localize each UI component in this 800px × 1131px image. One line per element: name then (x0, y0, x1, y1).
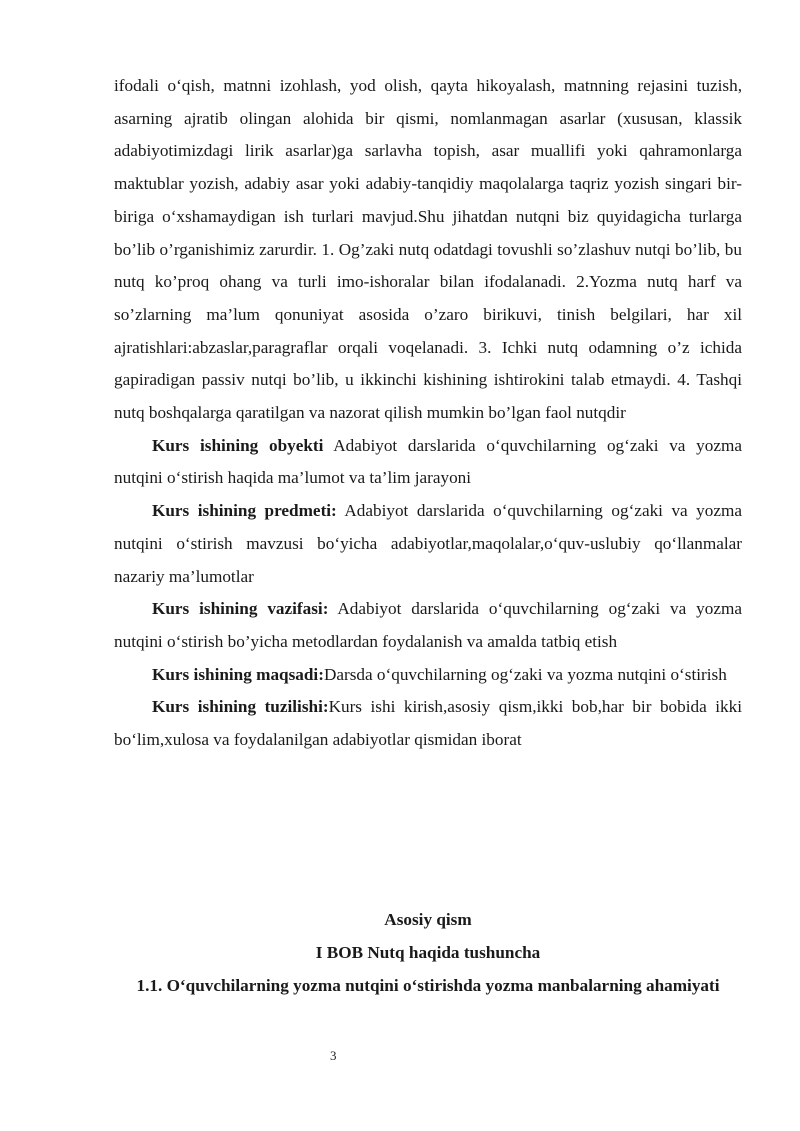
intro-paragraph: ifodali o‘qish, matnni izohlash, yod olish, qayta hikoyalash, matnning rejasini tuzish, asarning ajratib olingan alohida bir qismi, nomlanmagan asarlar (xususan, klassik adabiyotimizdagi lirik asarlar)ga sarlavha topish, asar muallifi yoki qahramonlarga maktublar yozish, adabiy asar yoki adabiy-tanqidiy maqolalarga taqriz yozish singari bir-biriga o‘xshamaydigan ish turlari mavjud.Shu jihatdan nutqni biz quyidagicha turlarga bo’lib o’rganishimiz zarurdir. 1. Og’zaki nutq odatdagi tovushli so’zlashuv nutqi bo’lib, bu nutq ko’proq ohang va turli imo-ishoralar bilan ifodalanadi. 2.Yozma nutq harf va so’zlarning ma’lum qonuniyat asosida o’zaro birikuvi, tinish belgilari, har xil ajratishlari:abzaslar,paragraflar orqali voqelanadi. 3. Ichki nutq odamning o’z ichida gapiradigan passiv nutqi bo’lib, u ikkinchi kishining ishtirokini talab etmaydi. 4. Tashqi nutq boshqalarga qaratilgan va nazorat qilish mumkin bo’lgan faol nutqdir (114, 76, 742, 423)
course-goal-paragraph (114, 659, 742, 692)
course-subject-paragraph (114, 495, 742, 593)
course-object-text: Adabiyot darslarida o‘quvchilarning og‘zaki va yozma nutqini o‘stirish haqida ma’lumot va ta’lim jarayoni (114, 435, 742, 488)
course-task-text: Adabiyot darslarida o‘quvchilarning og‘zaki va yozma nutqini o‘stirish bo’yicha metodlardan foydalanish va amalda tatbiq etish (114, 599, 742, 651)
section-heading: 1.1. O‘quvchilarning yozma nutqini o‘stirishda yozma manbalarning ahamiyati (136, 976, 720, 995)
course-task-paragraph (114, 593, 742, 658)
course-task-label: Kurs ishining vazifasi: (152, 599, 329, 619)
course-structure-text: Kurs ishi kirish,asosiy qism,ikki bob,har bir bobida ikki bo‘lim,xulosa va foydalanilgan adabiyotlar qismidan iborat (114, 697, 742, 750)
page-number: 3 (330, 1048, 337, 1063)
part-heading: Asosiy qism (384, 910, 472, 929)
course-object-label: Kurs ishining obyekti (152, 435, 324, 455)
document-body (114, 70, 742, 757)
course-structure-label: Kurs ishining tuzilishi: (152, 697, 329, 717)
course-subject-text: Adabiyot darslarida o‘quvchilarning og‘zaki va yozma nutqini o‘stirish mavzusi bo‘yicha adabiyotlar,maqolalar,o‘quv-uslubiy qo‘llanmalar nazariy ma’lumotlar (114, 501, 742, 586)
course-structure-paragraph (114, 691, 742, 756)
course-goal-label: Kurs ishining maqsadi: (152, 664, 324, 684)
chapter-heading: I BOB Nutq haqida tushuncha (315, 943, 541, 962)
course-goal-text: Darsda o‘quvchilarning og‘zaki va yozma nutqini o‘stirish (323, 664, 727, 684)
course-object-paragraph (114, 430, 742, 495)
section-headings (114, 903, 742, 1002)
course-subject-label: Kurs ishining predmeti: (152, 501, 337, 521)
